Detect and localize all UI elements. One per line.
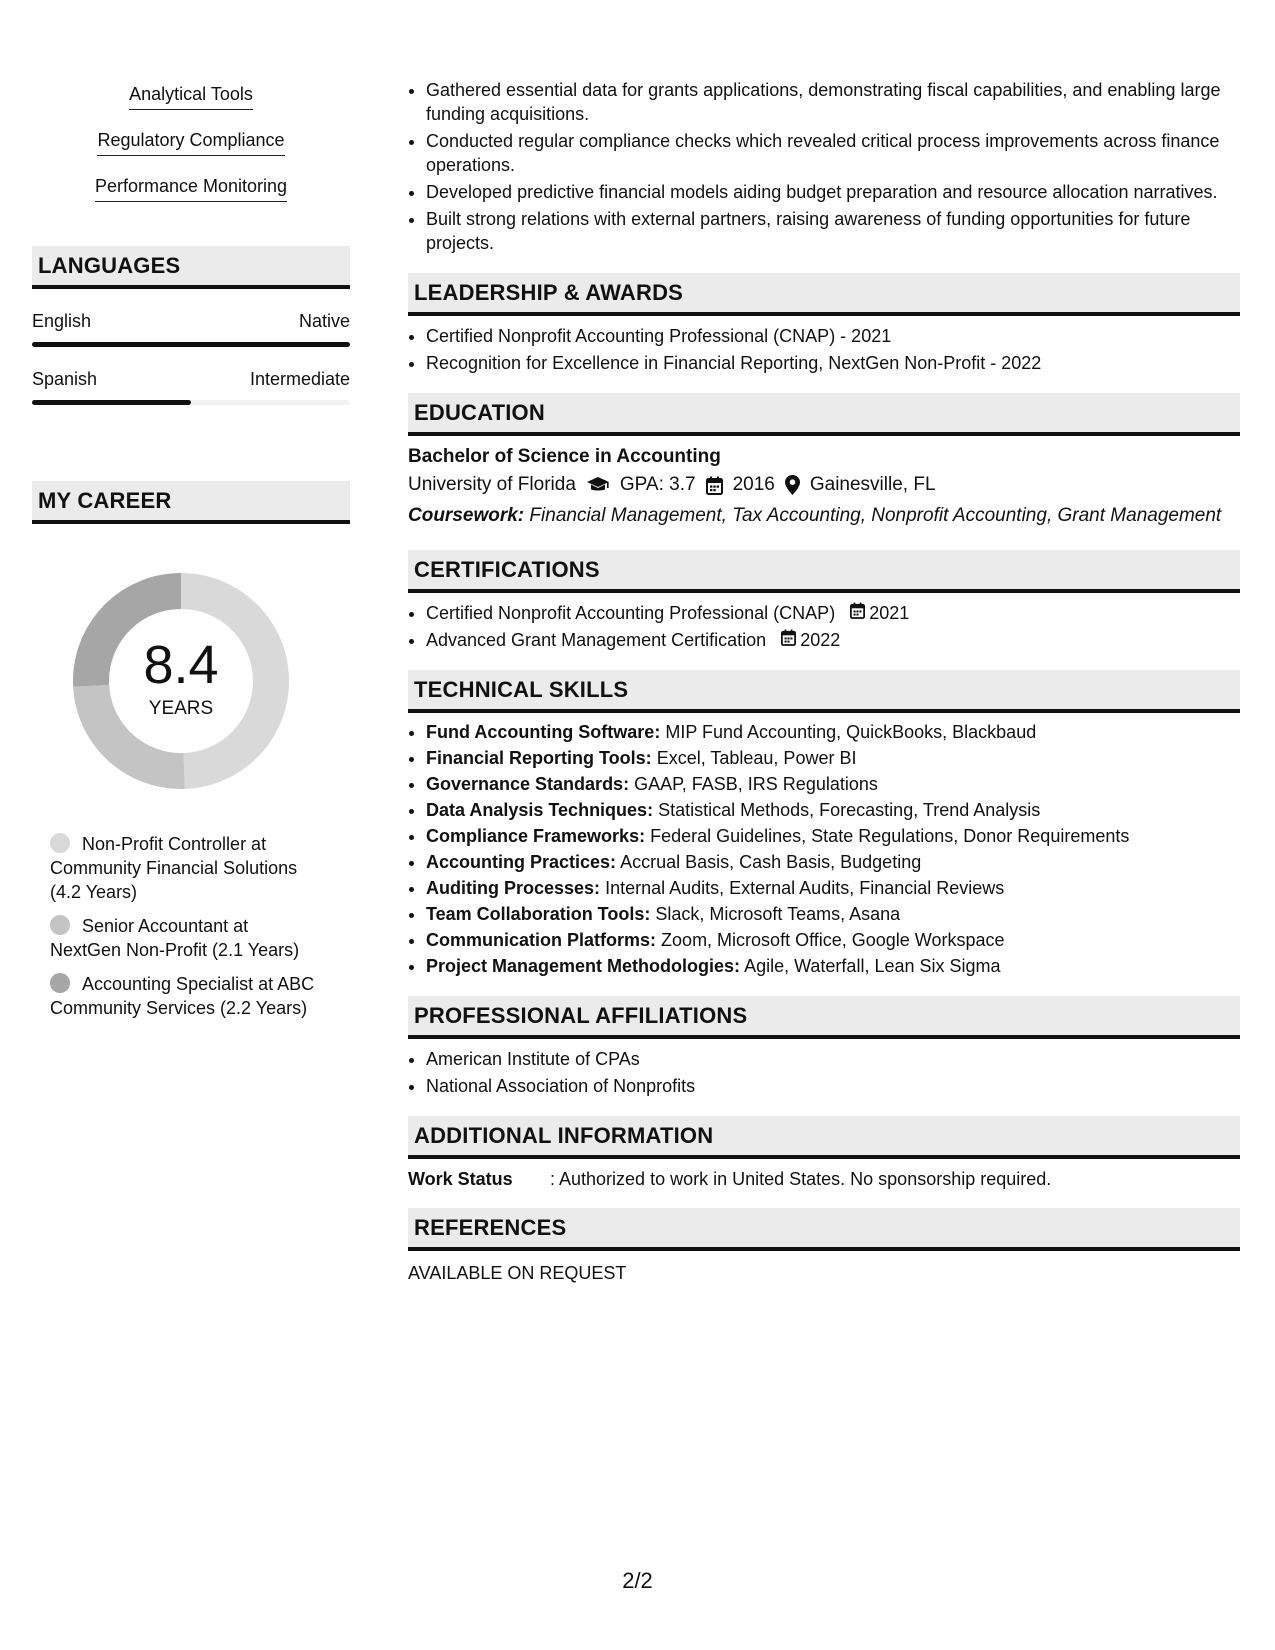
school: University of Florida [408, 474, 576, 495]
skill-tag: Analytical Tools [129, 84, 253, 110]
list-item: • Certified Nonprofit Accounting Professional (CNAP) - 2021 [426, 324, 1240, 348]
career-legend-item [50, 914, 320, 962]
list-item [426, 628, 1240, 652]
skill-label: Financial Reporting Tools: [426, 748, 652, 768]
skill-tag: Performance Monitoring [95, 176, 287, 202]
career-legend-item [50, 972, 320, 1020]
skill-value: Excel, Tableau, Power BI [656, 748, 857, 768]
skill-value: Accrual Basis, Cash Basis, Budgeting [620, 852, 922, 872]
education-details [408, 474, 1240, 496]
leadership-section [408, 273, 1240, 375]
skill-label: Accounting Practices: [426, 852, 617, 872]
skill-value: MIP Fund Accounting, QuickBooks, Blackbaud [665, 722, 1037, 742]
main-content [408, 78, 1240, 1284]
affiliations-section [408, 996, 1240, 1098]
career-total: 8.4 [143, 635, 219, 695]
list-item [426, 721, 1240, 744]
affiliations-heading: PROFESSIONAL AFFILIATIONS [408, 996, 1240, 1039]
education-section [408, 393, 1240, 528]
technical-skills-heading: TECHNICAL SKILLS [408, 670, 1240, 713]
list-item [426, 851, 1240, 874]
career-legend-item [50, 832, 320, 904]
experience-bullets [408, 78, 1240, 255]
education-heading: EDUCATION [408, 393, 1240, 436]
calendar-icon [706, 476, 723, 495]
career-heading: MY CAREER [32, 481, 350, 524]
language-bar-fill [32, 400, 191, 405]
leadership-heading: LEADERSHIP & AWARDS [408, 273, 1240, 316]
skill-tag: Regulatory Compliance [97, 130, 284, 156]
degree: Bachelor of Science in Accounting [408, 446, 721, 467]
list-item: • National Association of Nonprofits [426, 1074, 1240, 1098]
list-item: • Recognition for Excellence in Financial Reporting, NextGen Non-Profit - 2022 [426, 351, 1240, 375]
list-item [426, 601, 1240, 625]
calendar-icon [850, 601, 869, 625]
language-bar [32, 342, 350, 347]
additional-info-section [408, 1116, 1240, 1190]
list-item [426, 903, 1240, 926]
list-item: • Gathered essential data for grants applications, demonstrating fiscal capabilities, and enabling large funding acquisitions. [426, 78, 1240, 126]
list-item [426, 747, 1240, 770]
career-legend-label: Senior Accountant at NextGen Non-Profit (2.1 Years) [50, 916, 300, 960]
page-number: 2/2 [622, 1568, 653, 1593]
skill-value: Internal Audits, External Audits, Financial Reviews [605, 878, 1005, 898]
legend-dot-icon [50, 973, 70, 993]
list-item [426, 929, 1240, 952]
donut-center [66, 635, 296, 720]
list-item: • Built strong relations with external partners, raising awareness of funding opportunities for future projects. [426, 207, 1240, 255]
coursework [408, 504, 1240, 528]
legend-dot-icon [50, 833, 70, 853]
language-level: Intermediate [249, 369, 350, 389]
list-item [426, 825, 1240, 848]
career-unit: YEARS [148, 698, 214, 719]
skill-label: Governance Standards: [426, 774, 630, 794]
skill-value: Zoom, Microsoft Office, Google Workspace [661, 930, 1005, 950]
skill-label: Project Management Methodologies: [426, 956, 741, 976]
language-item [32, 369, 350, 405]
coursework-label: Coursework: [408, 505, 525, 526]
career-donut-chart [66, 566, 296, 796]
skill-value: Statistical Methods, Forecasting, Trend Analysis [658, 800, 1041, 820]
skill-value: GAAP, FASB, IRS Regulations [634, 774, 878, 794]
language-name: English [32, 311, 92, 331]
additional-info-heading: ADDITIONAL INFORMATION [408, 1116, 1240, 1159]
career-legend-label: Accounting Specialist at ABC Community Services (2.2 Years) [50, 974, 315, 1018]
certifications-heading: CERTIFICATIONS [408, 550, 1240, 593]
graduation-cap-icon [586, 476, 610, 494]
skill-value: Agile, Waterfall, Lean Six Sigma [744, 956, 1001, 976]
cert-year: 2022 [800, 630, 841, 650]
skill-label: Communication Platforms: [426, 930, 657, 950]
list-item [426, 877, 1240, 900]
list-item: • Developed predictive financial models aiding budget preparation and resource allocation narratives. [426, 180, 1240, 204]
gpa: GPA: 3.7 [619, 474, 696, 495]
calendar-icon [781, 628, 800, 652]
list-item [426, 955, 1240, 978]
languages-heading: LANGUAGES [32, 246, 350, 289]
location-pin-icon [785, 475, 800, 495]
language-name: Spanish [32, 369, 98, 389]
skill-label: Data Analysis Techniques: [426, 800, 654, 820]
cert-year: 2021 [869, 603, 910, 623]
work-status-value: : Authorized to work in United States. No sponsorship required. [550, 1169, 1052, 1189]
skill-label: Fund Accounting Software: [426, 722, 661, 742]
skill-label: Team Collaboration Tools: [426, 904, 651, 924]
certifications-section [408, 550, 1240, 652]
skill-tags [32, 78, 350, 216]
skill-label: Auditing Processes: [426, 878, 601, 898]
list-item: • Conducted regular compliance checks which revealed critical process improvements across finance operations. [426, 129, 1240, 177]
coursework-list: Financial Management, Tax Accounting, Nonprofit Accounting, Grant Management [529, 505, 1222, 526]
sidebar [32, 78, 350, 1030]
language-bar [32, 400, 350, 405]
list-item: • American Institute of CPAs [426, 1047, 1240, 1071]
language-item [32, 311, 350, 347]
legend-dot-icon [50, 915, 70, 935]
work-status-label: Work Status [408, 1169, 513, 1189]
career-legend-label: Non-Profit Controller at Community Financial Solutions (4.2 Years) [50, 834, 298, 902]
skill-value: Slack, Microsoft Teams, Asana [655, 904, 901, 924]
language-bar-fill [32, 342, 350, 347]
skill-value: Federal Guidelines, State Regulations, Donor Requirements [650, 826, 1130, 846]
references-heading: REFERENCES [408, 1208, 1240, 1251]
references-text: AVAILABLE ON REQUEST [408, 1263, 627, 1283]
cert-name: Certified Nonprofit Accounting Professional (CNAP) [426, 603, 836, 623]
location: Gainesville, FL [809, 474, 936, 495]
graduation-year: 2016 [732, 474, 775, 495]
career-legend [50, 832, 320, 1020]
references-section [408, 1208, 1240, 1284]
skill-label: Compliance Frameworks: [426, 826, 646, 846]
language-level: Native [298, 311, 350, 331]
cert-name: Advanced Grant Management Certification [426, 630, 767, 650]
list-item [426, 799, 1240, 822]
technical-skills-section [408, 670, 1240, 978]
list-item [426, 773, 1240, 796]
